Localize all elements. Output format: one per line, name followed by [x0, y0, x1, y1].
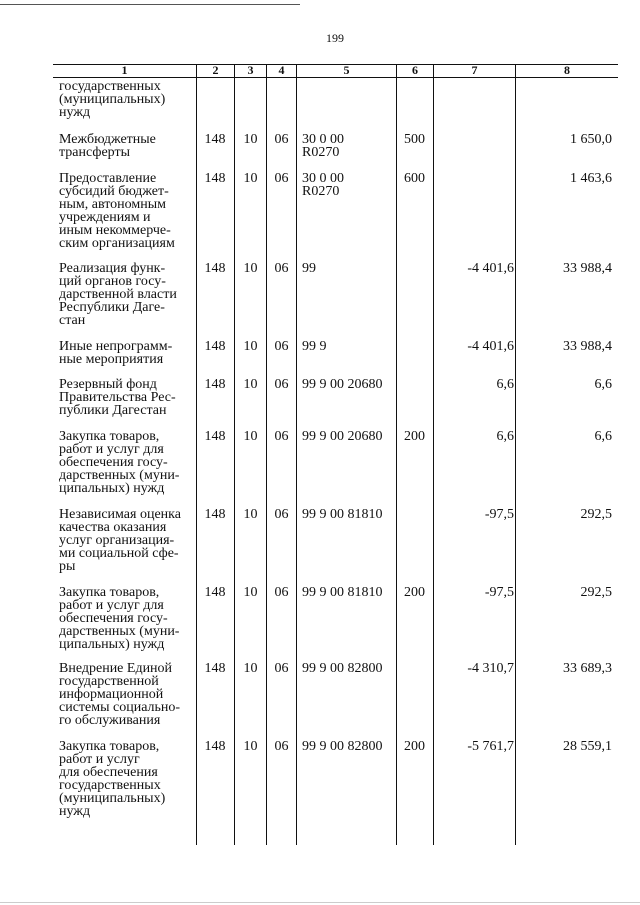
cell-col6: 200	[404, 585, 425, 600]
column-divider	[433, 64, 434, 845]
cell-col5: 99 9	[302, 339, 327, 354]
header-cell: 6	[412, 63, 418, 77]
cell-col2: 148	[204, 171, 226, 186]
cell-col3: 10	[243, 585, 258, 600]
cell-col3: 10	[243, 429, 258, 444]
cell-col6: 500	[404, 132, 425, 147]
cell-col2: 148	[204, 585, 226, 600]
cell-col4: 06	[274, 261, 289, 276]
row-name: Предоставление субсидий бюджет- ным, автономным учреждениям и иным некоммерче- ским организациям	[59, 171, 175, 251]
cell-col2: 148	[204, 377, 226, 392]
row-name: Закупка товаров, работ и услуг для обеспечения государственных (муниципальных) нужд	[59, 739, 166, 819]
cell-col3: 10	[243, 507, 258, 522]
cell-col5: 30 0 00 R0270	[302, 171, 344, 199]
header-cell: 3	[247, 63, 254, 77]
cell-col4: 06	[274, 377, 289, 392]
cell-col7: -4 310,7	[467, 661, 514, 676]
cell-col5: 99	[302, 261, 316, 276]
cell-col4: 06	[274, 739, 289, 754]
header-cell: 2	[212, 63, 219, 77]
row-name: Резервный фонд Правительства Рес- публики Дагестан	[59, 377, 176, 418]
header-cell: 7	[471, 63, 478, 77]
cell-col2: 148	[204, 339, 226, 354]
cell-col2: 148	[204, 429, 226, 444]
header-bottom-border	[53, 77, 618, 78]
cell-col5: 99 9 00 20680	[302, 429, 383, 444]
row-name: государственных (муниципальных) нужд	[59, 79, 166, 120]
cell-col3: 10	[243, 739, 258, 754]
cell-col7: -4 401,6	[467, 339, 514, 354]
cell-col6: 200	[404, 739, 425, 754]
cell-col7: -4 401,6	[467, 261, 514, 276]
cell-col2: 148	[204, 739, 226, 754]
row-name: Иные непрограмм- ные мероприятия	[59, 339, 173, 367]
cell-col4: 06	[274, 661, 289, 676]
cell-col4: 06	[274, 132, 289, 147]
cell-col8: 33 689,3	[563, 661, 612, 676]
row-name: Независимая оценка качества оказания услуг организация- ми социальной сфе- ры	[59, 507, 181, 574]
header-cell: 1	[121, 63, 128, 77]
row-name: Реализация функ- ций органов госу- дарственной власти Республики Даге- стан	[59, 261, 177, 328]
column-divider	[296, 64, 297, 845]
cell-col8: 33 988,4	[563, 339, 612, 354]
cell-col7: -97,5	[484, 585, 514, 600]
cell-col2: 148	[204, 661, 226, 676]
cell-col3: 10	[243, 171, 258, 186]
cell-col6: 200	[404, 429, 425, 444]
cell-col3: 10	[243, 661, 258, 676]
cell-col5: 99 9 00 81810	[302, 507, 383, 522]
cell-col5: 30 0 00 R0270	[302, 132, 344, 160]
cell-col3: 10	[243, 377, 258, 392]
cell-col7: 6,6	[496, 377, 514, 392]
cell-col8: 292,5	[580, 507, 612, 522]
cell-col4: 06	[274, 171, 289, 186]
cell-col2: 148	[204, 507, 226, 522]
header-cell: 8	[564, 63, 570, 77]
cell-col8: 6,6	[594, 429, 612, 444]
cell-col2: 148	[204, 132, 226, 147]
header-cell: 4	[278, 63, 285, 77]
cell-col4: 06	[274, 585, 289, 600]
cell-col7: 6,6	[496, 429, 514, 444]
cell-col7: -5 761,7	[467, 739, 514, 754]
cell-col4: 06	[274, 339, 289, 354]
header-cell: 5	[343, 63, 350, 77]
page-number: 199	[326, 31, 344, 45]
cell-col8: 1 463,6	[570, 171, 612, 186]
row-name: Закупка товаров, работ и услуг для обеспечения госу- дарственных (муни- ципальных) нужд	[59, 585, 180, 652]
cell-col5: 99 9 00 20680	[302, 377, 383, 392]
cell-col3: 10	[243, 261, 258, 276]
top-rule	[0, 4, 300, 5]
cell-col5: 99 9 00 81810	[302, 585, 383, 600]
row-name: Межбюджетные трансферты	[59, 132, 156, 160]
cell-col3: 10	[243, 132, 258, 147]
row-name: Закупка товаров, работ и услуг для обеспечения госу- дарственных (муни- ципальных) нужд	[59, 429, 180, 496]
cell-col7: -97,5	[484, 507, 514, 522]
cell-col8: 28 559,1	[563, 739, 612, 754]
cell-col8: 6,6	[594, 377, 612, 392]
bottom-rule	[0, 902, 640, 903]
cell-col8: 33 988,4	[563, 261, 612, 276]
cell-col5: 99 9 00 82800	[302, 739, 383, 754]
cell-col5: 99 9 00 82800	[302, 661, 383, 676]
cell-col3: 10	[243, 339, 258, 354]
cell-col8: 292,5	[580, 585, 612, 600]
cell-col2: 148	[204, 261, 226, 276]
cell-col6: 600	[404, 171, 425, 186]
cell-col4: 06	[274, 507, 289, 522]
row-name: Внедрение Единой государственной информационной системы социально- го обслуживания	[59, 661, 181, 728]
cell-col8: 1 650,0	[570, 132, 612, 147]
cell-col4: 06	[274, 429, 289, 444]
